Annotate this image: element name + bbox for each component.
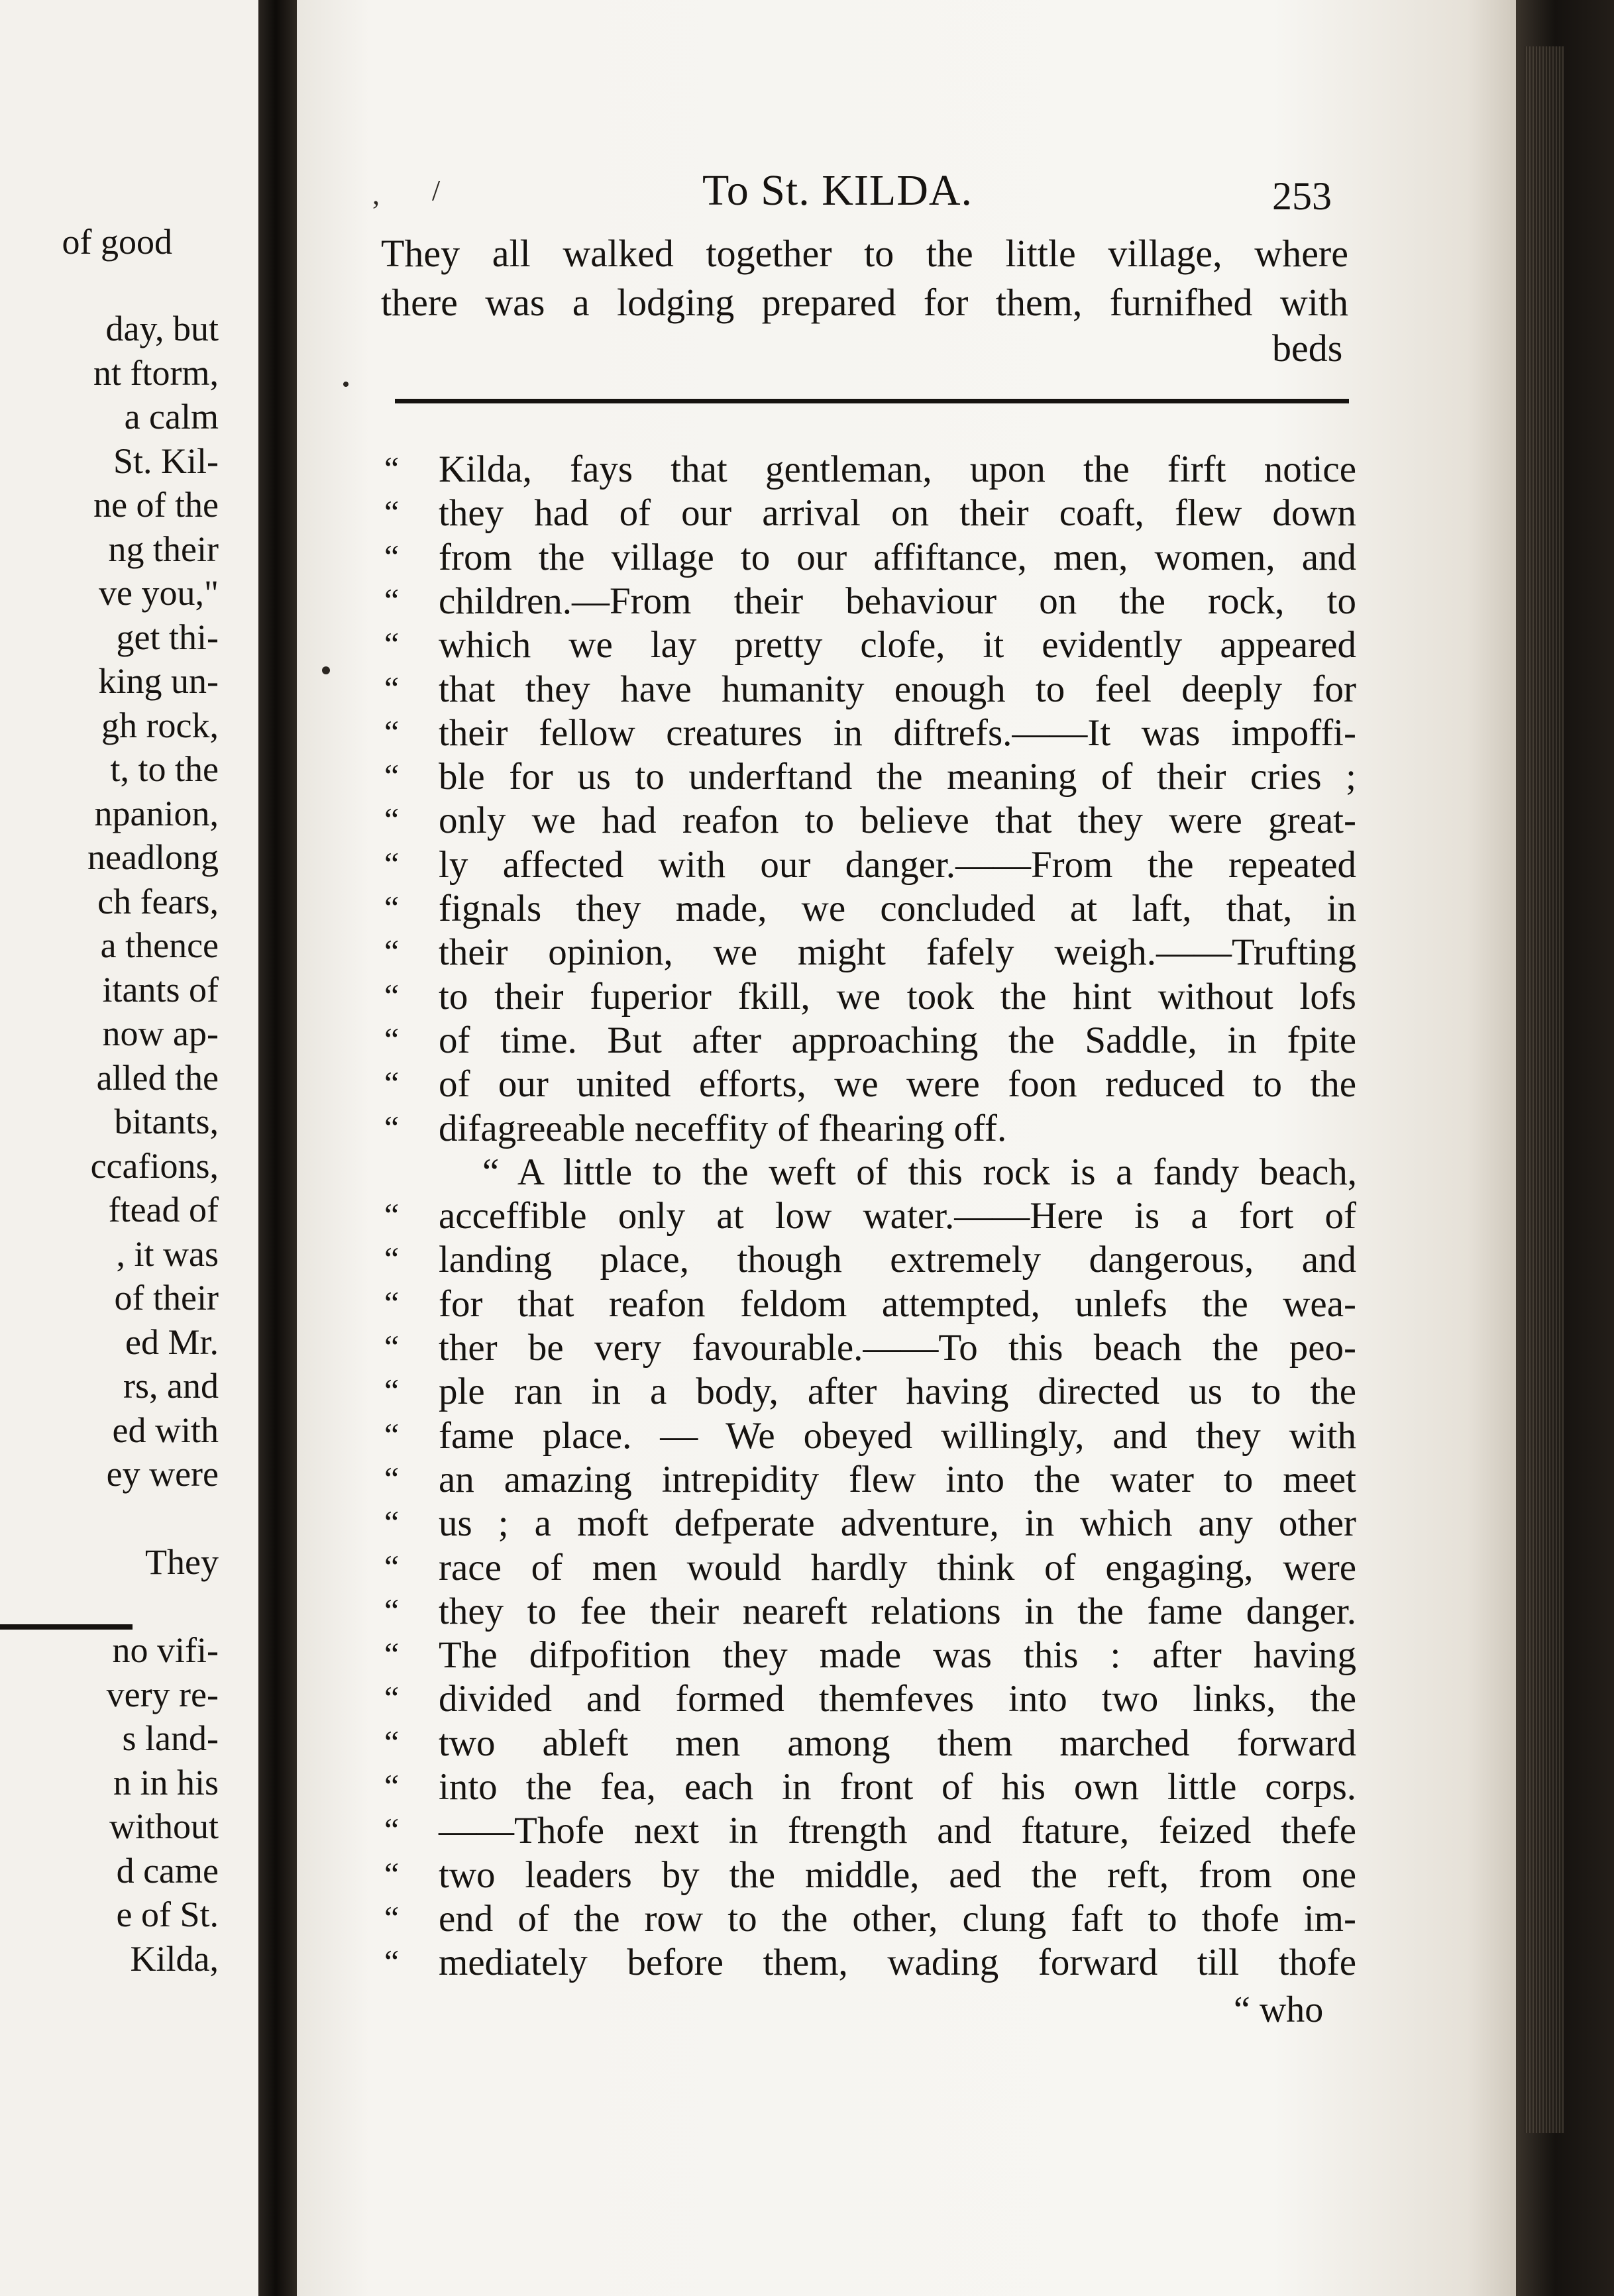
left-page-line: neadlong: [87, 837, 219, 877]
stray-mark: /: [432, 174, 441, 207]
left-page-line: of their: [114, 1278, 219, 1318]
left-page-line: e of St.: [116, 1895, 219, 1934]
quote-mark: “: [384, 1240, 400, 1278]
footnote-rule: [395, 399, 1349, 403]
binding-gutter: [258, 0, 297, 2296]
quote-mark: “: [384, 669, 400, 707]
quote-mark: “: [384, 933, 400, 970]
left-page-line: ve you,": [98, 573, 219, 613]
left-page-line: They: [145, 1542, 219, 1582]
left-page-line: get thi-: [116, 617, 219, 657]
footnote-line: their fellow creatures in diftrefs.——It was impoffi-: [439, 711, 1356, 754]
stray-mark: ,: [372, 178, 380, 211]
quote-mark: “: [384, 845, 400, 882]
quote-mark: “: [384, 801, 400, 839]
footnote-line: fignals they made, we concluded at laft, that, in: [439, 888, 1356, 929]
left-page-line: a thence: [100, 925, 219, 965]
footnote-line: Kilda, fays that gentleman, upon the firft notice: [439, 448, 1356, 490]
quote-mark: “: [384, 581, 400, 619]
footnote-line: two leaders by the middle, aed the reft, from one: [439, 1853, 1356, 1896]
left-page-line: n in his: [113, 1762, 219, 1802]
left-page-line: , it was: [116, 1233, 219, 1274]
intro-line: there was a lodging prepared for them, furnifhed with: [381, 281, 1348, 324]
left-page-line: gh rock,: [101, 705, 219, 745]
left-page-line: ftead of: [108, 1190, 219, 1229]
left-page-line: itants of: [102, 969, 219, 1010]
footnote-line: ther be very favourable.——To this beach the peo-: [439, 1327, 1356, 1369]
quote-mark: “: [384, 1899, 400, 1936]
footnote-line: ly affected with our danger.——From the repeated: [439, 843, 1356, 886]
footnote-line: two ableft men among them marched forward: [439, 1722, 1356, 1764]
quote-mark: “: [384, 1416, 400, 1453]
footnote-line: only we had reafon to believe that they were great-: [439, 800, 1356, 842]
left-page-line: ccafions,: [90, 1145, 219, 1186]
quote-mark: “: [384, 1855, 400, 1893]
left-page-line: ch fears,: [97, 881, 219, 921]
footnote-line: of our united efforts, we were foon reduced to the: [439, 1063, 1356, 1106]
quote-mark: “: [384, 1504, 400, 1541]
quote-mark: “: [384, 1020, 400, 1058]
left-page-line: ed Mr.: [125, 1322, 219, 1362]
left-page-line: ng their: [108, 529, 219, 569]
left-page-line: ed with: [112, 1410, 219, 1450]
quote-mark: “: [384, 1284, 400, 1322]
left-page-line: rs, and: [123, 1366, 219, 1406]
footnote-line: us ; a moft defperate adventure, in which any other: [439, 1502, 1356, 1545]
footnote-line: to their fuperior fkill, we took the hint without lofs: [439, 975, 1356, 1018]
quote-mark: “: [384, 757, 400, 795]
intro-line: They all walked together to the little village, where: [381, 232, 1348, 275]
footnote-line: race of men would hardly think of engaging, were: [439, 1546, 1356, 1589]
quote-mark: “: [384, 1459, 400, 1497]
quote-mark: “: [384, 1547, 400, 1585]
page-number: 253: [1272, 174, 1332, 218]
quote-mark: “: [384, 1108, 400, 1146]
left-page-line: no vifi-: [112, 1630, 219, 1670]
quote-mark: “: [384, 625, 400, 663]
left-page-line: day, but: [105, 309, 219, 348]
footnote-line: ple ran in a body, after having directed us to the: [439, 1371, 1356, 1413]
quote-mark: “: [384, 537, 400, 575]
quote-mark: “: [384, 1679, 400, 1717]
footnote-line: children.—From their behaviour on the rock, to: [439, 580, 1356, 622]
footnote-line: end of the row to the other, clung faft to thofe im-: [439, 1897, 1356, 1940]
footnote-line: “ A little to the weft of this rock is a fandy beach,: [482, 1151, 1357, 1193]
quote-mark: “: [384, 713, 400, 751]
running-head: To St. KILDA.: [702, 166, 973, 215]
footnote-line: acceffible only at low water.——Here is a fort of: [439, 1195, 1356, 1237]
left-page-line: npanion,: [94, 793, 219, 833]
footnote-line: they had of our arrival on their coaft, flew down: [439, 492, 1356, 535]
quote-mark: “: [384, 1591, 400, 1629]
footnote-line: ——Thofe next in ftrength and ftature, feized thefe: [439, 1810, 1356, 1852]
left-page-line: bitants,: [114, 1102, 219, 1141]
left-page-rule: [0, 1624, 133, 1630]
ink-speck: [343, 382, 349, 387]
footnote-line: divided and formed themfeves into two links, the: [439, 1678, 1356, 1720]
quote-mark: “: [384, 1328, 400, 1365]
quote-mark: “: [384, 889, 400, 926]
left-page-line: a calm: [124, 397, 219, 437]
quote-mark: “: [384, 1767, 400, 1804]
quote-mark: “: [384, 1943, 400, 1981]
footnote-line: that they have humanity enough to feel deeply for: [439, 668, 1356, 710]
footnote-line: landing place, though extremely dangerous, and: [439, 1239, 1356, 1281]
quote-mark: “: [384, 1065, 400, 1102]
left-page-line: alled the: [96, 1057, 219, 1098]
left-page-line: very re-: [106, 1674, 219, 1714]
footnote-line: into the fea, each in front of his own little corps.: [439, 1766, 1356, 1808]
left-facing-page: [0, 0, 258, 2296]
left-page-line: St. Kil-: [113, 441, 219, 481]
footnote-line: ble for us to underftand the meaning of their cries ;: [439, 756, 1356, 798]
footnote-line: of time. But after approaching the Saddle, in fpite: [439, 1019, 1356, 1061]
quote-mark: “: [384, 494, 400, 531]
quote-mark: “: [384, 1723, 400, 1761]
left-page-line: Kilda,: [130, 1938, 219, 1979]
quote-mark: “: [384, 1196, 400, 1234]
footnote-line: from the village to our affiftance, men, women, and: [439, 536, 1356, 578]
left-page-line: nt ftorm,: [93, 352, 219, 393]
left-page-line: of good: [62, 222, 172, 262]
left-page-line: s land-: [122, 1718, 219, 1758]
left-page-line: now ap-: [102, 1014, 219, 1053]
catchword-top: beds: [1272, 327, 1343, 370]
quote-mark: “: [384, 1372, 400, 1410]
quote-mark: “: [384, 1811, 400, 1849]
left-page-line: king un-: [98, 661, 219, 701]
quote-mark: “: [384, 450, 400, 487]
footnote-line: fame place. — We obeyed willingly, and they with: [439, 1414, 1356, 1457]
footnote-line: difagreeable neceffity of fhearing off.: [439, 1107, 1007, 1149]
left-page-line: ey were: [106, 1454, 219, 1494]
ink-speck: [322, 666, 330, 674]
footnote-line: which we lay pretty clofe, it evidently appeared: [439, 624, 1356, 666]
left-page-line: ne of the: [93, 485, 219, 525]
footnote-line: an amazing intrepidity flew into the water to meet: [439, 1458, 1356, 1500]
quote-mark: “: [384, 1636, 400, 1673]
footnote-line: they to fee their neareft relations in the fame danger.: [439, 1590, 1356, 1632]
left-page-line: d came: [116, 1850, 219, 1891]
footnote-line: their opinion, we might fafely weigh.——Trufting: [439, 931, 1356, 974]
left-page-line: t, to the: [110, 749, 219, 789]
quote-mark: “: [384, 976, 400, 1014]
footnote-line: The difpofition they made was this : after having: [439, 1634, 1356, 1677]
left-page-line: without: [109, 1806, 219, 1846]
catchword-bottom: “ who: [1234, 1989, 1324, 2030]
footnote-line: for that reafon feldom attempted, unlefs the wea-: [439, 1282, 1356, 1325]
page-stack-edges: [1524, 46, 1564, 2133]
footnote-line: mediately before them, wading forward till thofe: [439, 1942, 1356, 1984]
